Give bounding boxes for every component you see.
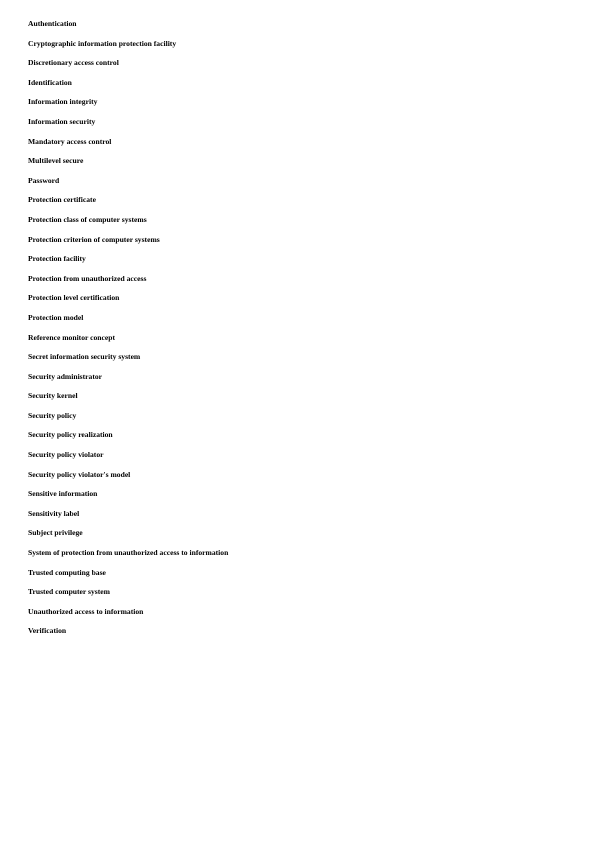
term-item: Identification (28, 77, 72, 87)
term-item: Discretionary access control (28, 58, 119, 68)
term-item: Protection class of computer systems (28, 214, 147, 224)
term-item: Protection from unauthorized access (28, 273, 147, 283)
term-item: Information security (28, 116, 96, 126)
term-item: Verification (28, 626, 67, 636)
term-item: Reference monitor concept (28, 332, 116, 342)
term-item: Authentication (28, 19, 77, 28)
term-item: Cryptographic information protection facility (28, 38, 177, 48)
term-item: Subject privilege (28, 528, 83, 538)
term-list (28, 18, 228, 645)
term-item: Protection level certification (28, 293, 120, 303)
term-item: Protection model (28, 312, 84, 322)
term-item: Information integrity (28, 97, 98, 107)
term-item: System of protection from unauthorized access to information (28, 548, 229, 558)
term-item: Unauthorized access to information (28, 606, 144, 616)
term-item: Security kernel (28, 391, 78, 401)
term-item: Sensitivity label (28, 508, 80, 518)
term-item: Protection criterion of computer systems (28, 234, 160, 244)
term-item: Mandatory access control (28, 136, 112, 146)
term-item: Multilevel secure (28, 156, 84, 166)
term-item: Security policy violator (28, 450, 104, 460)
term-item: Password (28, 175, 60, 185)
term-item: Security policy realization (28, 430, 113, 440)
term-item: Security administrator (28, 371, 103, 381)
term-item: Security policy violator's model (28, 469, 131, 479)
term-item: Trusted computer system (28, 587, 110, 597)
term-item: Protection certificate (28, 195, 96, 205)
term-item: Trusted computing base (28, 567, 106, 577)
term-item: Protection facility (28, 254, 86, 264)
term-item: Security policy (28, 410, 77, 420)
term-item: Secret information security system (28, 352, 141, 362)
term-item: Sensitive information (28, 489, 98, 499)
